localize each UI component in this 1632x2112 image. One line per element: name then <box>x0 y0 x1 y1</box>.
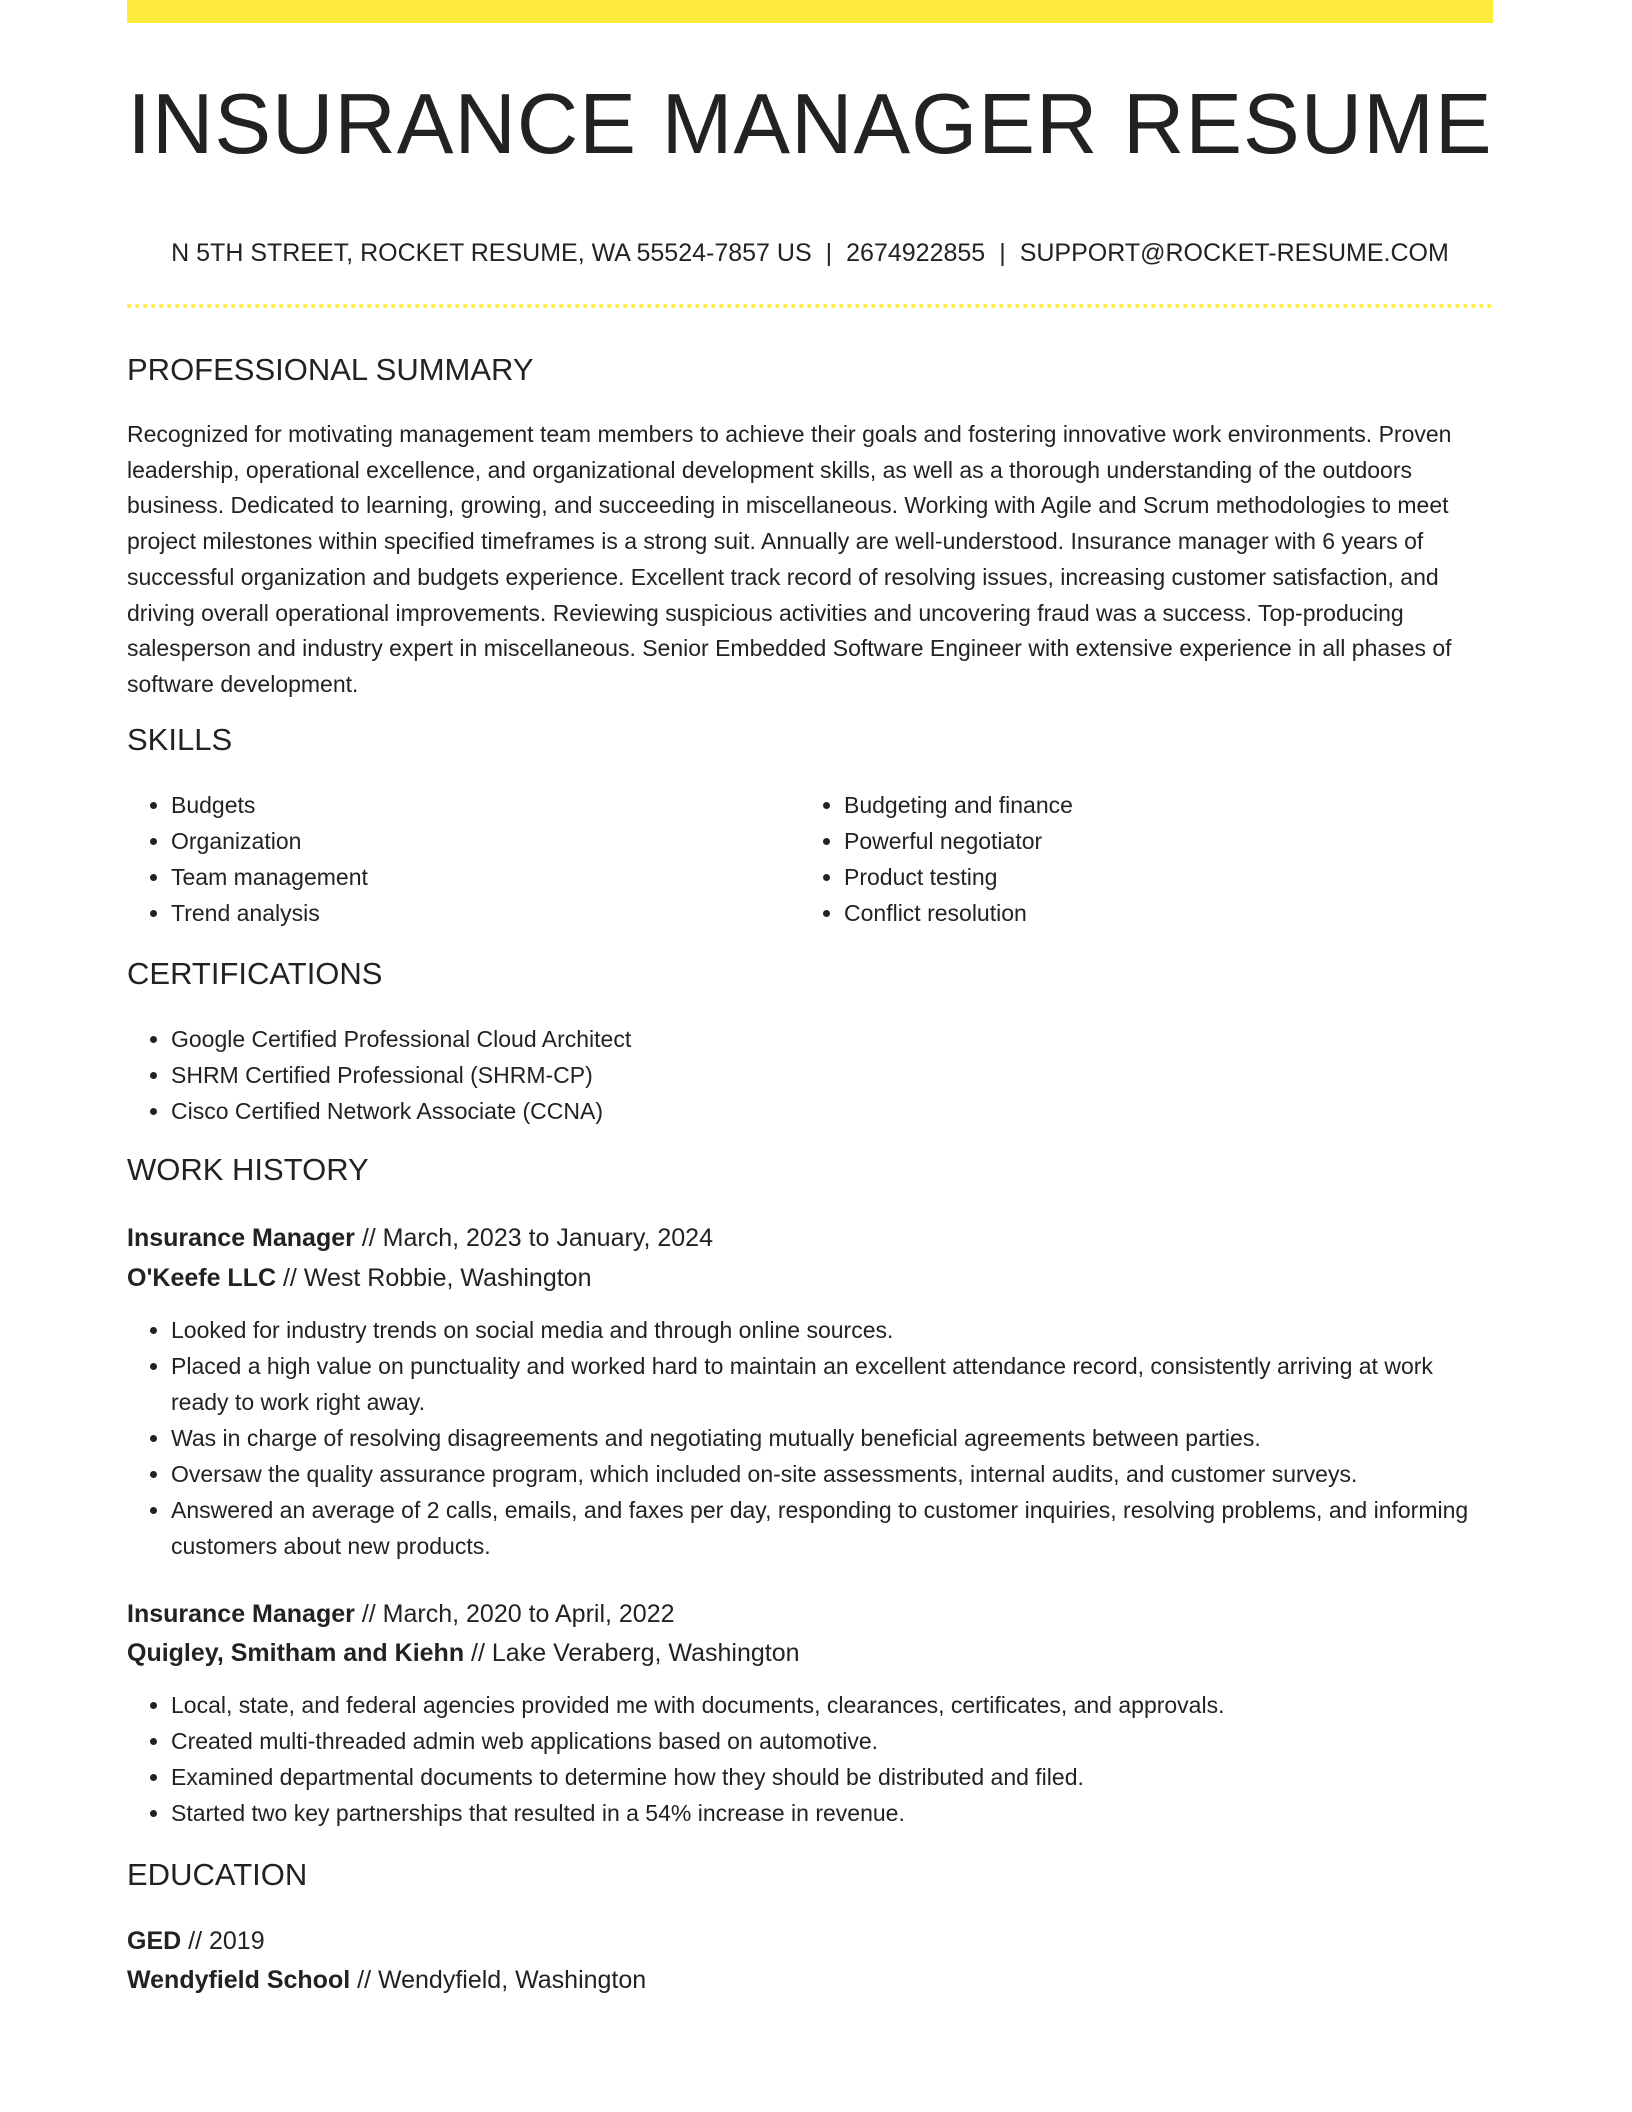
skill-item: • Product testing <box>844 859 1484 895</box>
job-dates: March, 2020 to April, 2022 <box>382 1600 675 1628</box>
header-dotted-divider <box>127 304 1493 308</box>
company-name: O'Keefe LLC <box>127 1264 277 1292</box>
job-bullet: • Created multi-threaded admin web applications based on automotive. <box>171 1723 1493 1759</box>
divider-text: // <box>188 1927 203 1955</box>
job-bullets <box>127 1687 1493 1831</box>
job-company-line <box>127 1262 592 1294</box>
school-location: Wendyfield, Washington <box>377 1966 647 1994</box>
skill-item: • Conflict resolution <box>844 895 1484 931</box>
job-bullet: • Local, state, and federal agencies provided me with documents, clearances, certificates, and approvals. <box>171 1687 1493 1723</box>
certification-item: • SHRM Certified Professional (SHRM-CP) <box>171 1057 1471 1093</box>
education-heading: EDUCATION <box>127 1857 308 1892</box>
skill-item: • Team management <box>171 859 791 895</box>
skills-list-right <box>800 787 1484 931</box>
school-name: Wendyfield School <box>127 1966 351 1994</box>
top-accent-bar <box>127 0 1493 23</box>
education-degree-line <box>127 1925 265 1957</box>
job-bullet: • Started two key partnerships that resulted in a 54% increase in revenue. <box>171 1795 1493 1831</box>
company-location: West Robbie, Washington <box>303 1264 592 1292</box>
skill-item: • Budgets <box>171 787 791 823</box>
certifications-heading: CERTIFICATIONS <box>127 956 383 991</box>
skill-item: • Trend analysis <box>171 895 791 931</box>
contact-separator: | <box>999 239 1006 267</box>
job-bullet: • Was in charge of resolving disagreements and negotiating mutually beneficial agreements between parties. <box>171 1420 1493 1456</box>
contact-line <box>127 237 1493 269</box>
job-title-line <box>127 1222 713 1254</box>
skills-list-left <box>127 787 791 931</box>
job-dates: March, 2023 to January, 2024 <box>382 1224 713 1252</box>
address-text: N 5TH STREET, ROCKET RESUME, WA 55524-7857 US <box>171 239 812 267</box>
work-history-heading: WORK HISTORY <box>127 1152 369 1187</box>
degree-name: GED <box>127 1927 182 1955</box>
degree-year: 2019 <box>209 1927 265 1955</box>
job-bullets <box>127 1312 1493 1564</box>
job-title: Insurance Manager <box>127 1600 355 1628</box>
company-location: Lake Veraberg, Washington <box>491 1639 800 1667</box>
email-text: SUPPORT@ROCKET-RESUME.COM <box>1019 239 1449 267</box>
job-bullet: • Looked for industry trends on social media and through online sources. <box>171 1312 1493 1348</box>
divider-text: // <box>361 1224 376 1252</box>
phone-text: 2674922855 <box>846 239 986 267</box>
job-title: Insurance Manager <box>127 1224 355 1252</box>
skill-item: • Organization <box>171 823 791 859</box>
job-bullet: • Oversaw the quality assurance program, which included on-site assessments, internal audits, and customer surveys. <box>171 1456 1493 1492</box>
company-name: Quigley, Smitham and Kiehn <box>127 1639 465 1667</box>
certifications-list <box>127 1021 1471 1129</box>
job-bullet: • Placed a high value on punctuality and worked hard to maintain an excellent attendance record, consistently arriving at work ready to work right away. <box>171 1348 1493 1420</box>
skills-heading: SKILLS <box>127 722 233 757</box>
resume-title: INSURANCE MANAGER RESUME <box>127 77 1493 172</box>
summary-heading: PROFESSIONAL SUMMARY <box>127 352 534 387</box>
certification-item: • Cisco Certified Network Associate (CCNA) <box>171 1093 1471 1129</box>
skill-item: • Powerful negotiator <box>844 823 1484 859</box>
job-company-line <box>127 1637 800 1669</box>
certification-item: • Google Certified Professional Cloud Architect <box>171 1021 1471 1057</box>
job-title-line <box>127 1598 675 1630</box>
divider-text: // <box>471 1639 485 1667</box>
contact-separator: | <box>825 239 833 267</box>
summary-text: Recognized for motivating management team members to achieve their goals and fostering innovative work environments. Proven leadership, operational excellence, and organizational development skills, as well as a thorough understanding of the outdoors business. Dedicated to learning, growing, and succeeding in miscellaneous. Working with Agile and Scrum methodologies to meet project milestones within specified timeframes is a strong suit. Annually are well-understood. Insurance manager with 6 years of successful organization and budgets experience. Excellent track record of resolving issues, increasing customer satisfaction, and driving overall operational improvements. Reviewing suspicious activities and uncovering fraud was a success. Top-producing salesperson and industry expert in miscellaneous. Senior Embedded Software Engineer with extensive experience in all phases of software development. <box>127 421 1452 697</box>
job-bullet: • Examined departmental documents to determine how they should be distributed and filed. <box>171 1759 1493 1795</box>
skill-item: • Budgeting and finance <box>844 787 1484 823</box>
job-bullet: • Answered an average of 2 calls, emails, and faxes per day, responding to customer inquiries, resolving problems, and informing customers about new products. <box>171 1492 1493 1564</box>
divider-text: // <box>361 1600 376 1628</box>
education-school-line <box>127 1964 646 1996</box>
divider-text: // <box>282 1264 297 1292</box>
divider-text: // <box>357 1966 372 1994</box>
